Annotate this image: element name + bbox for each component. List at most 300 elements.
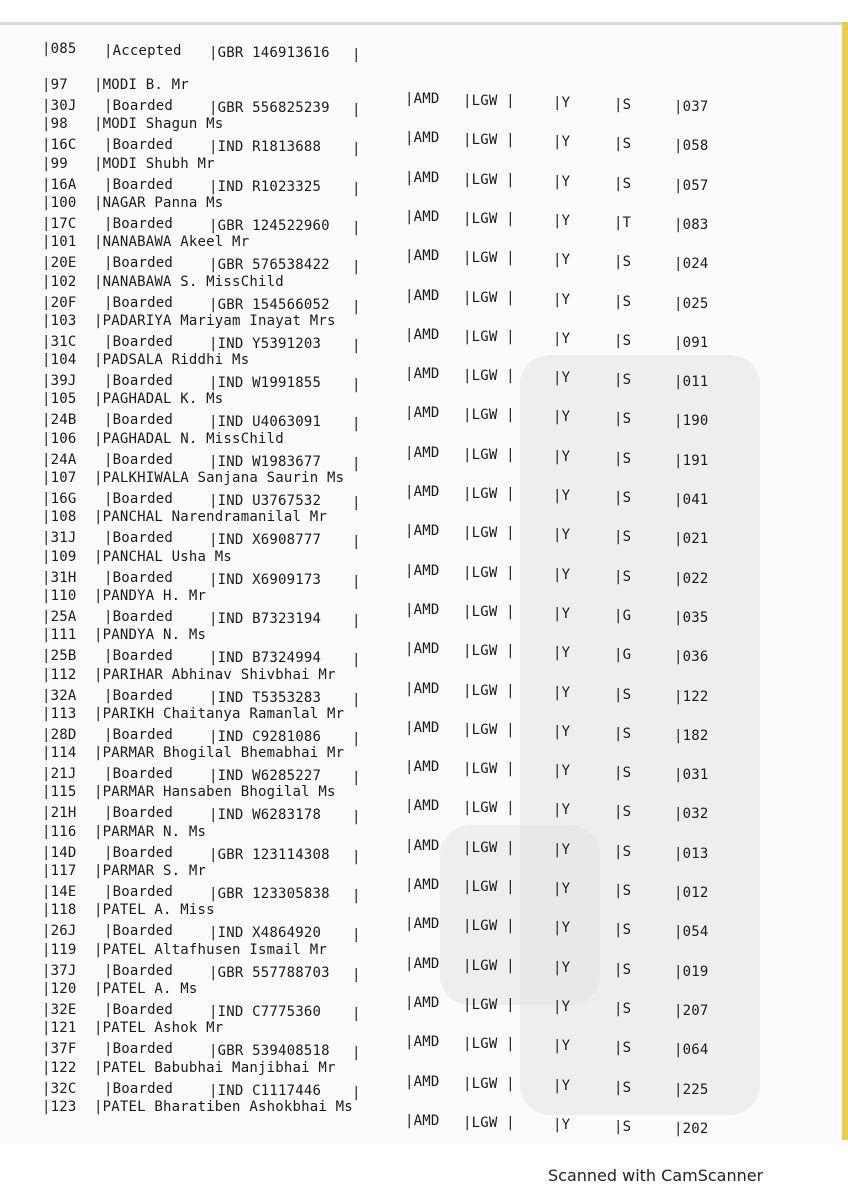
record-seq: |115 — [42, 784, 77, 800]
boarding-status: |Boarded — [104, 766, 174, 782]
passenger-name: |PALKHIWALA Sanjana Saurin Ms — [94, 470, 345, 486]
class-code: |S — [614, 451, 632, 467]
record-end: | — [352, 809, 361, 825]
passenger-name: |MODI Shubh Mr — [94, 156, 215, 172]
seat-number: |31J — [42, 530, 77, 546]
record-end: | — [352, 102, 361, 118]
passenger-record — [0, 784, 848, 824]
class-code: |T — [614, 215, 632, 231]
travel-document: |IND R1813688 — [209, 139, 322, 155]
sequence-number: |037 — [674, 99, 709, 115]
seat-number: |21H — [42, 805, 77, 821]
seat-number: |14D — [42, 845, 77, 861]
flag-y: |Y — [553, 488, 571, 504]
boarding-status: |Boarded — [104, 491, 174, 507]
record-end: | — [352, 770, 361, 786]
destination-code: |LGW | — [463, 486, 515, 502]
passenger-name: |MODI Shagun Ms — [94, 116, 224, 132]
passenger-name: |PARMAR N. Ms — [94, 824, 207, 840]
record-end: | — [352, 967, 361, 983]
passenger-record — [0, 549, 848, 589]
passenger-record — [0, 588, 848, 628]
destination-code: |LGW | — [463, 722, 515, 738]
record-seq: |97 — [42, 77, 68, 93]
origin-code: |AMD — [405, 248, 440, 264]
sequence-number: |054 — [674, 924, 709, 940]
sequence-number: |013 — [674, 846, 709, 862]
sequence-number: |091 — [674, 335, 709, 351]
passenger-name: |NANABAWA Akeel Mr — [94, 234, 250, 250]
record-seq: |121 — [42, 1020, 77, 1036]
destination-code: |LGW | — [463, 879, 515, 895]
class-code: |S — [614, 804, 632, 820]
record-seq: |99 — [42, 156, 68, 172]
origin-code: |AMD — [405, 720, 440, 736]
passenger-name: |PARMAR S. Mr — [94, 863, 207, 879]
passenger-record — [0, 195, 848, 235]
flag-y: |Y — [553, 606, 571, 622]
record-seq: |116 — [42, 824, 77, 840]
destination-code: |LGW | — [463, 1076, 515, 1092]
passenger-name: |PANDYA H. Mr — [94, 588, 207, 604]
class-code: |S — [614, 136, 632, 152]
boarding-status: |Boarded — [104, 177, 174, 193]
class-code: |S — [614, 254, 632, 270]
travel-document: |IND B7323194 — [209, 611, 322, 627]
passenger-name: |PATEL Ashok Mr — [94, 1020, 224, 1036]
record-end: | — [352, 299, 361, 315]
seat-number: |20E — [42, 255, 77, 271]
class-code: |G — [614, 647, 632, 663]
origin-code: |AMD — [405, 405, 440, 421]
record-end: | — [352, 692, 361, 708]
record-seq: |117 — [42, 863, 77, 879]
destination-code: |LGW | — [463, 525, 515, 541]
origin-code: |AMD — [405, 170, 440, 186]
destination-code: |LGW | — [463, 250, 515, 266]
flag-y: |Y — [553, 685, 571, 701]
flag-y: |Y — [553, 292, 571, 308]
seat-number: |28D — [42, 727, 77, 743]
seat-number: |32E — [42, 1002, 77, 1018]
sequence-number: |025 — [674, 296, 709, 312]
sequence-number: |207 — [674, 1003, 709, 1019]
boarding-status: |Boarded — [104, 609, 174, 625]
destination-code: |LGW | — [463, 761, 515, 777]
passenger-record — [0, 391, 848, 431]
flag-y: |Y — [553, 999, 571, 1015]
class-code: |S — [614, 687, 632, 703]
seat-number: |39J — [42, 373, 77, 389]
record-end: | — [352, 47, 361, 63]
record-end: | — [352, 1006, 361, 1022]
record-end: | — [352, 652, 361, 668]
record-end: | — [352, 888, 361, 904]
passenger-name: |PAGHADAL N. MissChild — [94, 431, 284, 447]
seat-number: |21J — [42, 766, 77, 782]
passenger-name: |PATEL A. Miss — [94, 902, 215, 918]
boarding-status: |Boarded — [104, 648, 174, 664]
sequence-number: |021 — [674, 531, 709, 547]
boarding-status: |Boarded — [104, 137, 174, 153]
travel-document: |IND U4063091 — [209, 414, 322, 430]
record-end: | — [352, 927, 361, 943]
travel-document: |IND W1983677 — [209, 454, 322, 470]
sequence-number: |057 — [674, 178, 709, 194]
boarding-status: |Boarded — [104, 805, 174, 821]
destination-code: |LGW | — [463, 1036, 515, 1052]
record-seq: |102 — [42, 274, 77, 290]
seat-number: |14E — [42, 884, 77, 900]
origin-code: |AMD — [405, 366, 440, 382]
passenger-list — [0, 25, 848, 1143]
travel-document: |GBR 123114308 — [209, 847, 330, 863]
destination-code: |LGW | — [463, 643, 515, 659]
passenger-record — [0, 431, 848, 471]
boarding-status: |Boarded — [104, 412, 174, 428]
sequence-number: |024 — [674, 256, 709, 272]
travel-document: |IND X6909173 — [209, 572, 322, 588]
passenger-record — [0, 1060, 848, 1100]
flag-y: |Y — [553, 881, 571, 897]
class-code: |S — [614, 1040, 632, 1056]
class-code: |S — [614, 1001, 632, 1017]
boarding-status: |Boarded — [104, 845, 174, 861]
flag-y: |Y — [553, 134, 571, 150]
record-seq: |112 — [42, 667, 77, 683]
class-code: |S — [614, 962, 632, 978]
destination-code: |LGW | — [463, 172, 515, 188]
passenger-record — [0, 863, 848, 903]
origin-code: |AMD — [405, 91, 440, 107]
seat-number: |30J — [42, 98, 77, 114]
class-code: |S — [614, 883, 632, 899]
passenger-name: |PANCHAL Usha Ms — [94, 549, 233, 565]
travel-document: |IND T5353283 — [209, 690, 322, 706]
record-seq: |105 — [42, 391, 77, 407]
destination-code: |LGW | — [463, 997, 515, 1013]
flag-y: |Y — [553, 252, 571, 268]
destination-code: |LGW | — [463, 407, 515, 423]
record-seq: |109 — [42, 549, 77, 565]
destination-code: |LGW | — [463, 329, 515, 345]
sequence-number: |012 — [674, 885, 709, 901]
passenger-name: |MODI B. Mr — [94, 77, 189, 93]
passenger-record — [0, 706, 848, 746]
travel-document: |GBR 154566052 — [209, 297, 330, 313]
flag-y: |Y — [553, 1117, 571, 1133]
class-code: |S — [614, 372, 632, 388]
destination-code: |LGW | — [463, 368, 515, 384]
seat-number: |37J — [42, 963, 77, 979]
seat-number: |37F — [42, 1041, 77, 1057]
sequence-number: |058 — [674, 138, 709, 154]
flag-y: |Y — [553, 645, 571, 661]
flag-y: |Y — [553, 331, 571, 347]
sequence-number: |031 — [674, 767, 709, 783]
travel-document: |IND C1117446 — [209, 1083, 322, 1099]
boarding-status: |Boarded — [104, 530, 174, 546]
seat-number: |25A — [42, 609, 77, 625]
class-code: |S — [614, 1080, 632, 1096]
boarding-status: |Boarded — [104, 688, 174, 704]
destination-code: |LGW | — [463, 290, 515, 306]
record-end: | — [352, 416, 361, 432]
destination-code: |LGW | — [463, 1115, 515, 1131]
passenger-name: |PARMAR Hansaben Bhogilal Ms — [94, 784, 336, 800]
record-end: | — [352, 731, 361, 747]
destination-code: |LGW | — [463, 958, 515, 974]
origin-code: |AMD — [405, 484, 440, 500]
passenger-record — [0, 824, 848, 864]
origin-code: |AMD — [405, 523, 440, 539]
passenger-record — [0, 942, 848, 982]
origin-code: |AMD — [405, 327, 440, 343]
flag-y: |Y — [553, 213, 571, 229]
passenger-record — [0, 470, 848, 510]
record-end: | — [352, 141, 361, 157]
destination-code: |LGW | — [463, 683, 515, 699]
sequence-number: |225 — [674, 1082, 709, 1098]
boarding-status: |Boarded — [104, 884, 174, 900]
flag-y: |Y — [553, 370, 571, 386]
record-seq: |98 — [42, 116, 68, 132]
class-code: |S — [614, 333, 632, 349]
record-end: | — [352, 1085, 361, 1101]
flag-y: |Y — [553, 842, 571, 858]
flag-y: |Y — [553, 409, 571, 425]
boarding-status: |Boarded — [104, 255, 174, 271]
destination-code: |LGW | — [463, 93, 515, 109]
travel-document: |GBR 123305838 — [209, 886, 330, 902]
origin-code: |AMD — [405, 838, 440, 854]
boarding-status: |Boarded — [104, 570, 174, 586]
passenger-record — [0, 1099, 848, 1139]
passenger-record — [0, 116, 848, 156]
passenger-record — [0, 1020, 848, 1060]
seat-number: |24B — [42, 412, 77, 428]
record-end: | — [352, 456, 361, 472]
passenger-record — [0, 509, 848, 549]
origin-code: |AMD — [405, 877, 440, 893]
flag-y: |Y — [553, 802, 571, 818]
origin-code: |AMD — [405, 1034, 440, 1050]
record-end: | — [352, 181, 361, 197]
flag-y: |Y — [553, 920, 571, 936]
record-document: |GBR 146913616 — [209, 45, 330, 61]
class-code: |S — [614, 765, 632, 781]
passenger-name: |NANABAWA S. MissChild — [94, 274, 284, 290]
scanned-page — [0, 22, 848, 1143]
record-seq: |100 — [42, 195, 77, 211]
origin-code: |AMD — [405, 641, 440, 657]
passenger-record — [0, 902, 848, 942]
flag-y: |Y — [553, 527, 571, 543]
record-end: | — [352, 534, 361, 550]
scanner-watermark: Scanned with CamScanner — [548, 1166, 764, 1185]
record-end: | — [352, 377, 361, 393]
destination-code: |LGW | — [463, 604, 515, 620]
destination-code: |LGW | — [463, 800, 515, 816]
passenger-name: |PATEL Bharatiben Ashokbhai Ms — [94, 1099, 353, 1115]
travel-document: |IND W6285227 — [209, 768, 322, 784]
boarding-status: |Boarded — [104, 1041, 174, 1057]
passenger-name: |PARMAR Bhogilal Bhemabhai Mr — [94, 745, 345, 761]
origin-code: |AMD — [405, 956, 440, 972]
flag-y: |Y — [553, 763, 571, 779]
flag-y: |Y — [553, 95, 571, 111]
passenger-record — [0, 77, 848, 117]
record-seq: |101 — [42, 234, 77, 250]
flag-y: |Y — [553, 1038, 571, 1054]
class-code: |S — [614, 1119, 632, 1135]
seat-number: |16A — [42, 177, 77, 193]
record-seq: |111 — [42, 627, 77, 643]
class-code: |S — [614, 844, 632, 860]
seat-number: |17C — [42, 216, 77, 232]
record-seq: |106 — [42, 431, 77, 447]
destination-code: |LGW | — [463, 565, 515, 581]
destination-code: |LGW | — [463, 211, 515, 227]
flag-y: |Y — [553, 724, 571, 740]
record-seq: |085 — [42, 41, 77, 57]
record-seq: |103 — [42, 313, 77, 329]
record-seq: |123 — [42, 1099, 77, 1115]
travel-document: |IND X6908777 — [209, 532, 322, 548]
class-code: |S — [614, 294, 632, 310]
record-seq: |108 — [42, 509, 77, 525]
class-code: |G — [614, 608, 632, 624]
sequence-number: |041 — [674, 492, 709, 508]
boarding-status: |Boarded — [104, 295, 174, 311]
passenger-record — [0, 156, 848, 196]
record-end: | — [352, 1045, 361, 1061]
class-code: |S — [614, 411, 632, 427]
record-end: | — [352, 574, 361, 590]
origin-code: |AMD — [405, 995, 440, 1011]
passenger-name: |PARIHAR Abhinav Shivbhai Mr — [94, 667, 336, 683]
page-edge — [842, 22, 848, 1140]
class-code: |S — [614, 176, 632, 192]
travel-document: |IND Y5391203 — [209, 336, 322, 352]
travel-document: |GBR 557788703 — [209, 965, 330, 981]
travel-document: |IND B7324994 — [209, 650, 322, 666]
record-seq: |104 — [42, 352, 77, 368]
passenger-record — [0, 352, 848, 392]
class-code: |S — [614, 922, 632, 938]
origin-code: |AMD — [405, 602, 440, 618]
passenger-name: |PANDYA N. Ms — [94, 627, 207, 643]
passenger-record — [0, 667, 848, 707]
seat-number: |26J — [42, 923, 77, 939]
travel-document: |IND C7775360 — [209, 1004, 322, 1020]
travel-document: |GBR 539408518 — [209, 1043, 330, 1059]
destination-code: |LGW | — [463, 132, 515, 148]
sequence-number: |182 — [674, 728, 709, 744]
sequence-number: |064 — [674, 1042, 709, 1058]
class-code: |S — [614, 569, 632, 585]
passenger-name: |PATEL A. Ms — [94, 981, 198, 997]
seat-number: |31C — [42, 334, 77, 350]
passenger-record — [0, 274, 848, 314]
travel-document: |IND W6283178 — [209, 807, 322, 823]
sequence-number: |011 — [674, 374, 709, 390]
origin-code: |AMD — [405, 563, 440, 579]
record-end: | — [352, 220, 361, 236]
passenger-name: |PARIKH Chaitanya Ramanlal Mr — [94, 706, 345, 722]
origin-code: |AMD — [405, 681, 440, 697]
sequence-number: |083 — [674, 217, 709, 233]
seat-number: |20F — [42, 295, 77, 311]
origin-code: |AMD — [405, 209, 440, 225]
sequence-number: |191 — [674, 453, 709, 469]
boarding-status: |Boarded — [104, 216, 174, 232]
flag-y: |Y — [553, 1078, 571, 1094]
sequence-number: |122 — [674, 689, 709, 705]
origin-code: |AMD — [405, 1074, 440, 1090]
origin-code: |AMD — [405, 759, 440, 775]
origin-code: |AMD — [405, 916, 440, 932]
record-status: |Accepted — [104, 43, 182, 59]
passenger-record — [0, 313, 848, 353]
origin-code: |AMD — [405, 1113, 440, 1129]
boarding-status: |Boarded — [104, 963, 174, 979]
boarding-status: |Boarded — [104, 452, 174, 468]
seat-number: |31H — [42, 570, 77, 586]
travel-document: |IND R1023325 — [209, 179, 322, 195]
passenger-record — [0, 745, 848, 785]
record-seq: |118 — [42, 902, 77, 918]
class-code: |S — [614, 490, 632, 506]
passenger-name: |PAGHADAL K. Ms — [94, 391, 224, 407]
boarding-status: |Boarded — [104, 373, 174, 389]
passenger-record — [0, 627, 848, 667]
travel-document: |GBR 576538422 — [209, 257, 330, 273]
sequence-number: |036 — [674, 649, 709, 665]
record-seq: |122 — [42, 1060, 77, 1076]
destination-code: |LGW | — [463, 840, 515, 856]
passenger-record — [0, 234, 848, 274]
sequence-number: |202 — [674, 1121, 709, 1137]
passenger-name: |NAGAR Panna Ms — [94, 195, 224, 211]
boarding-status: |Boarded — [104, 1081, 174, 1097]
travel-document: |IND U3767532 — [209, 493, 322, 509]
origin-code: |AMD — [405, 798, 440, 814]
record-end: | — [352, 849, 361, 865]
class-code: |S — [614, 726, 632, 742]
boarding-status: |Boarded — [104, 1002, 174, 1018]
boarding-status: |Boarded — [104, 727, 174, 743]
sequence-number: |190 — [674, 413, 709, 429]
sequence-number: |019 — [674, 964, 709, 980]
seat-number: |32A — [42, 688, 77, 704]
record-end: | — [352, 338, 361, 354]
record-end: | — [352, 613, 361, 629]
class-code: |S — [614, 97, 632, 113]
flag-y: |Y — [553, 174, 571, 190]
class-code: |S — [614, 529, 632, 545]
origin-code: |AMD — [405, 130, 440, 146]
seat-number: |16G — [42, 491, 77, 507]
destination-code: |LGW | — [463, 447, 515, 463]
travel-document: |IND C9281086 — [209, 729, 322, 745]
record-seq: |110 — [42, 588, 77, 604]
flag-y: |Y — [553, 960, 571, 976]
passenger-name: |PATEL Altafhusen Ismail Mr — [94, 942, 327, 958]
origin-code: |AMD — [405, 288, 440, 304]
passenger-name: |PATEL Babubhai Manjibhai Mr — [94, 1060, 336, 1076]
seat-number: |32C — [42, 1081, 77, 1097]
